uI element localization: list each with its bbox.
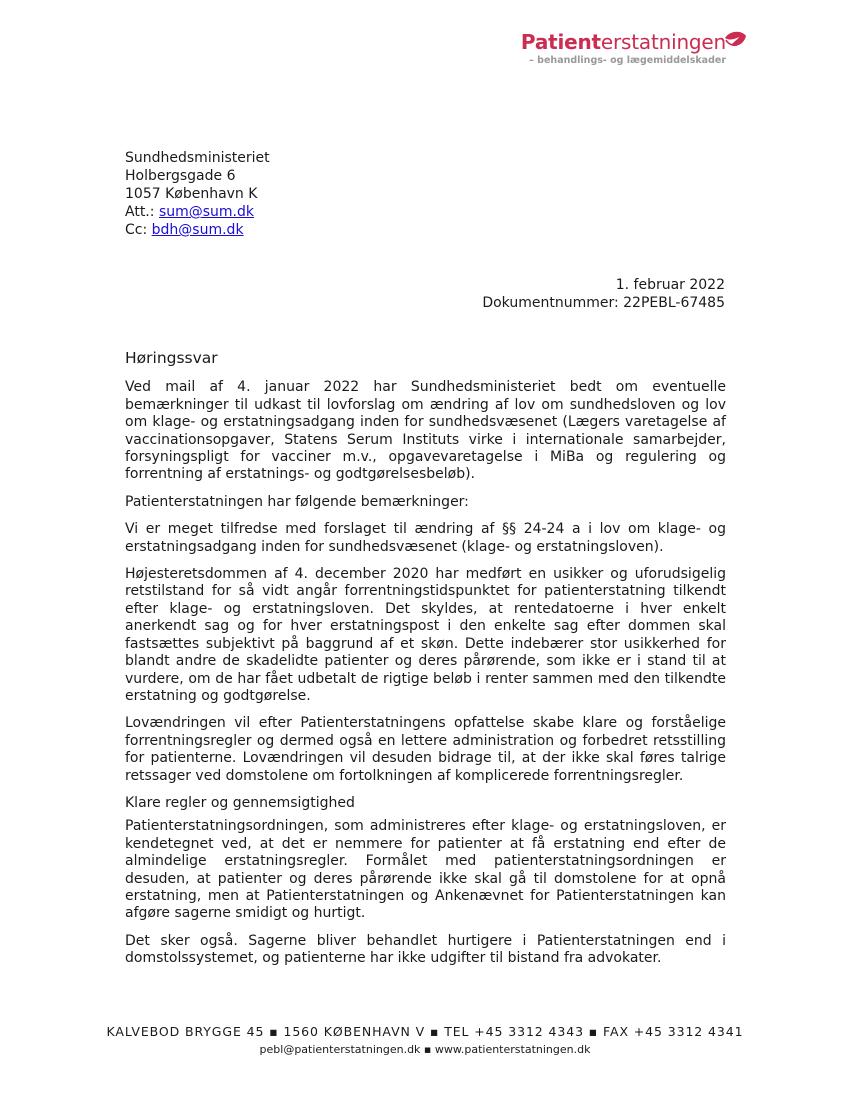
document-number: Dokumentnummer: 22PEBL-67485 — [482, 295, 725, 311]
section-subheading: Klare regler og gennemsigtighed — [125, 794, 355, 811]
date-block — [482, 276, 725, 312]
address-line-3: 1057 København K — [125, 186, 258, 202]
footer-address: KALVEBOD BRYGGE 45 ▪ 1560 KØBENHAVN V ▪ TEL +45 3312 4343 ▪ FAX +45 3312 4341 — [106, 1024, 744, 1039]
letter-heading: Høringssvar — [125, 349, 218, 367]
logo — [521, 30, 726, 66]
paragraph-2: Patienterstatningen har følgende bemærkninger: — [125, 493, 469, 510]
cc-email-link[interactable]: bdh@sum.dk — [151, 222, 244, 238]
paragraph-4: Højesteretsdommen af 4. december 2020 har medført en usikker og uforudsigelig retstilstand for så vidt angår forrentningstidspunktet for patienterstatning tilkendt efter klage- og erstatningsloven. Det skyldes, at rentedatoerne i hver enkelt anerkendt sag og for hver erstatningspost i den enkelte sag efter dommen skal fastsættes subjektivt på baggrund af et skøn. Dette indebærer stor usikkerhed for blandt andre de skadelidte patienter og deres pårørende, som ikke er i stand til at vurdere, om de har fået udbetalt de rigtige beløb i renter sammen med den tilkendte erstatning og godtgørelse. — [125, 566, 726, 704]
address-line-2: Holbergsgade 6 — [125, 168, 236, 184]
paragraph-7: Det sker også. Sagerne bliver behandlet hurtigere i Patienterstatningen end i domstolssystemet, og patienterne har ikke udgifter til bistand fra advokater. — [125, 932, 726, 967]
paragraph-3: Vi er meget tilfredse med forslaget til ændring af §§ 24-24 a i lov om klage- og erstatningsadgang inden for sundhedsvæsenet (klage- og erstatningsloven). — [125, 521, 726, 555]
recipient-address — [125, 149, 270, 239]
footer-contact: pebl@patienterstatningen.dk ▪ www.patienterstatningen.dk — [259, 1043, 591, 1056]
logo-tagline: – behandlings- og lægemiddelskader — [529, 55, 726, 66]
cc-label: Cc: — [125, 222, 148, 238]
logo-name-regular: erstatningen — [600, 30, 726, 54]
logo-name-bold: Patient — [520, 30, 601, 54]
leaf-logo-icon — [722, 30, 748, 56]
paragraph-1: Ved mail af 4. januar 2022 har Sundhedsministeriet bedt om eventuelle bemærkninger til udkast til lovforslag om ændring af lov om sundhedsloven og lov om klage- og erstatningsadgang inden for sundhedsvæsenet (Lægers varetagelse af vaccinationsopgaver, Statens Serum Instituts virke i internationale samarbejder, forsyningspligt for vacciner m.v., opgavevaretagelse i MiBa og regulering og forrentning af erstatnings- og godtgørelsesbeløb). — [125, 379, 726, 483]
paragraph-5: Lovændringen vil efter Patienterstatningens opfattelse skabe klare og forståelige forrentningsregler og dermed også en lettere administration og forbedret retsstilling for patienterne. Lovændringen vil desuden bidrage til, at der ikke skal føres talrige retssager ved domstolene om fortolkningen af komplicerede forrentningsregler. — [125, 715, 726, 784]
letter-date: 1. februar 2022 — [615, 277, 725, 293]
address-line-1: Sundhedsministeriet — [125, 150, 270, 166]
letter-body — [125, 350, 726, 978]
att-label: Att.: — [125, 204, 155, 220]
att-email-link[interactable]: sum@sum.dk — [158, 204, 254, 220]
cc-line — [125, 221, 270, 239]
paragraph-6: Patienterstatningsordningen, som administreres efter klage- og erstatningsloven, er kendetegnet ved, at det er nemmere for patienter at få erstatning end efter de almindelige erstatningsregler. Formålet med patienterstatningsordningen er desuden, at patienter og deres pårørende ikke skal gå til domstolene for at opnå erstatning, men at Patienterstatningen og Ankenævnet for Patienterstatningen kan afgøre sagerne smidigt og hurtigt. — [125, 818, 726, 922]
logo-wordmark — [521, 30, 726, 54]
att-line — [125, 203, 270, 221]
